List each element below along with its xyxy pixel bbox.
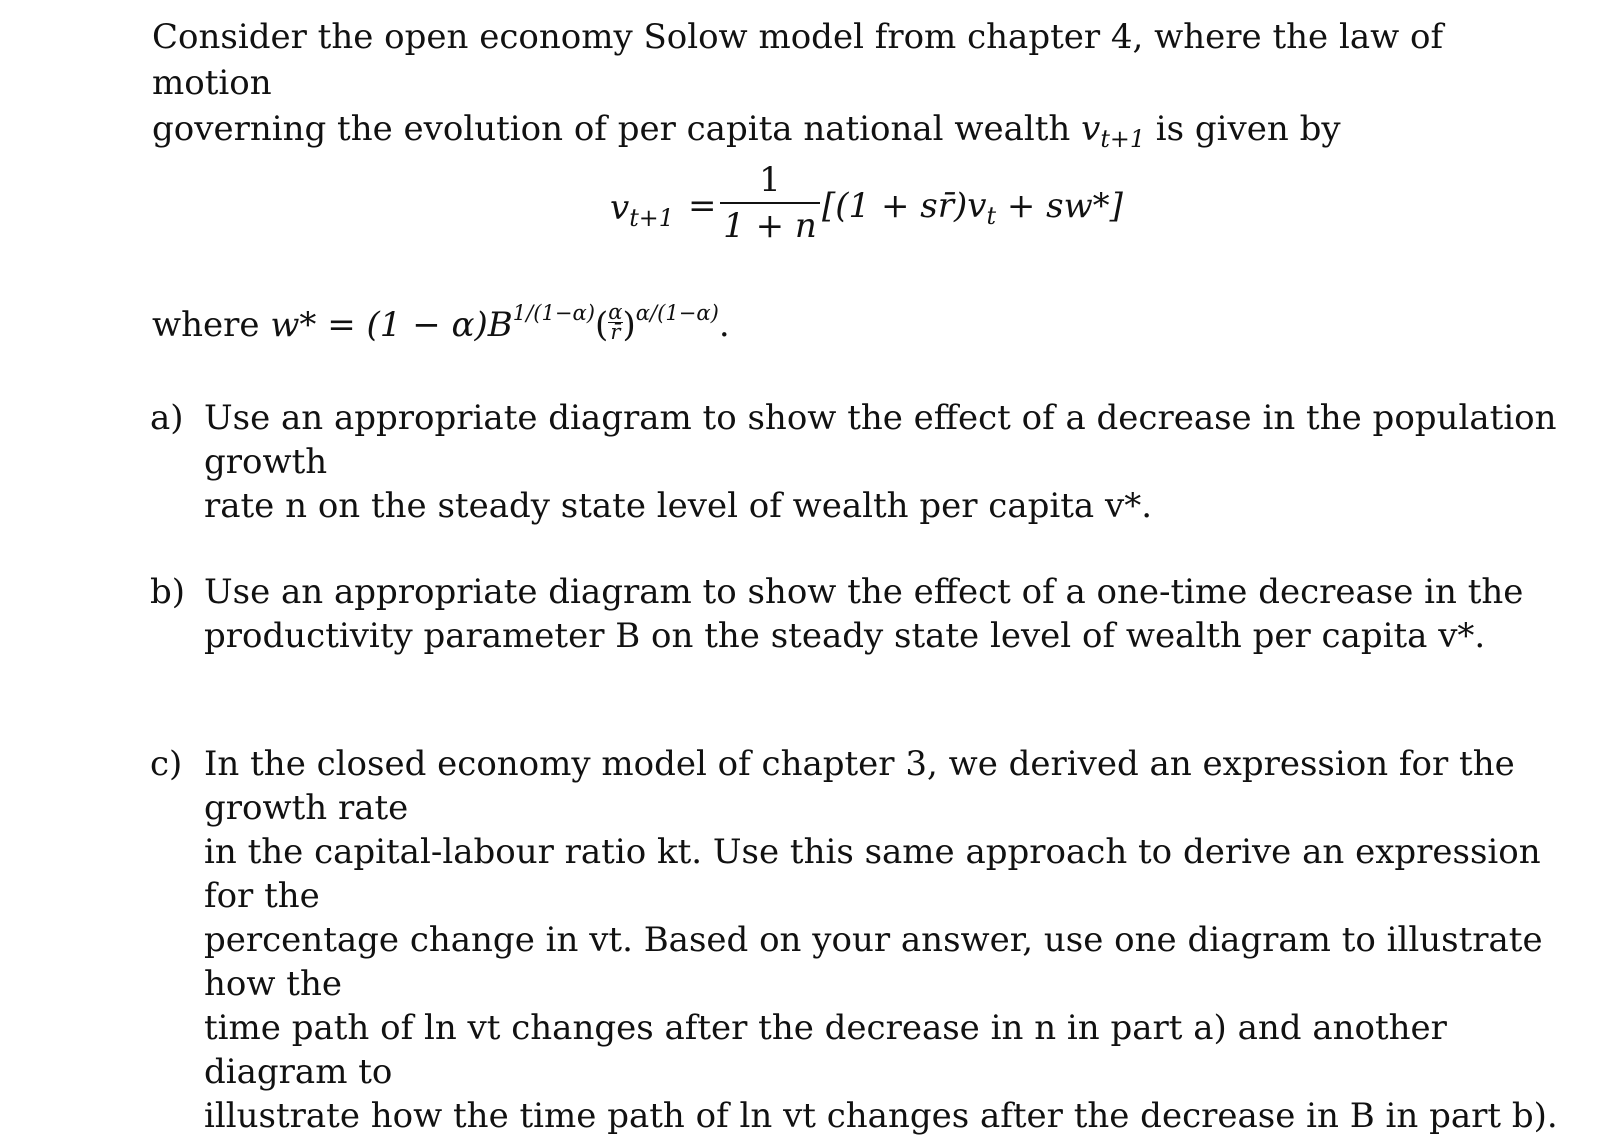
where-paren-close: ) [622,304,636,345]
equation-fraction [720,160,820,246]
question-a-label: a) [150,398,184,438]
intro-line-2-post: is given by [1144,109,1341,149]
equation-rhs [822,186,1123,230]
equation-rhs-sub: t [986,202,997,231]
intro-paragraph [152,14,1552,162]
fraction-numerator: 1 [759,160,781,200]
where-paren-open: ( [595,304,609,345]
question-b-label: b) [150,572,186,612]
where-frac-den: r̄ [608,322,622,342]
math-sub-t1: t+1 [1100,125,1145,154]
equation-lhs-var: v [610,188,630,228]
equation-rhs-main: [(1 + sr̄)v [822,186,987,226]
where-frac-num: α [608,298,623,324]
math-v-t1: $v_{t+1}$ [1081,109,1145,154]
intro-line-1: Consider the open economy Solow model from chapter 4, where the law of motion [152,17,1444,103]
fraction-bar [720,202,820,204]
question-b-text [204,570,1564,658]
equation-equals: = [688,186,717,226]
intro-line-2-pre: governing the evolution of per capita national wealth [152,109,1082,149]
where-exp2: α/(1−α) [635,300,719,325]
question-c-line-1: In the closed economy model of chapter 3, we derived an expression for the growth rate [204,744,1515,828]
question-c-line-5: illustrate how the time path of ln vt changes after the decrease in B in part b). [204,1096,1558,1136]
intro-line-2 [152,106,1552,162]
where-period: . [718,304,730,345]
where-w-expr: w* = (1 − α)B [270,304,513,345]
wage-definition [152,300,730,345]
equation-lhs-sub: t+1 [629,204,674,233]
question-b-line-1: Use an appropriate diagram to show the effect of a one-time decrease in the [204,572,1524,612]
question-a-line-1: Use an appropriate diagram to show the effect of a decrease in the population growth [204,398,1557,482]
question-a-text [204,396,1564,528]
law-of-motion-equation [610,160,1210,250]
question-c-label: c) [150,744,183,784]
fraction-denominator: 1 + n [723,206,817,246]
where-alpha-over-r [608,298,623,344]
question-c-line-3: percentage change in vt. Based on your answer, use one diagram to illustrate how the [204,920,1543,1004]
where-exp1: 1/(1−α) [512,300,595,325]
question-c-text [204,742,1564,1138]
where-word: where [152,304,271,345]
question-c-line-4: time path of ln vt changes after the decrease in n in part a) and another diagram to [204,1008,1447,1092]
question-c-line-2: in the capital-labour ratio kt. Use this same approach to derive an expression for the [204,832,1541,916]
equation-lhs [610,188,674,232]
question-b-line-2: productivity parameter B on the steady state level of wealth per capita v*. [204,616,1486,656]
equation-rhs-tail: + sw*] [996,186,1123,226]
question-a-line-2: rate n on the steady state level of wealth per capita v*. [204,486,1152,526]
